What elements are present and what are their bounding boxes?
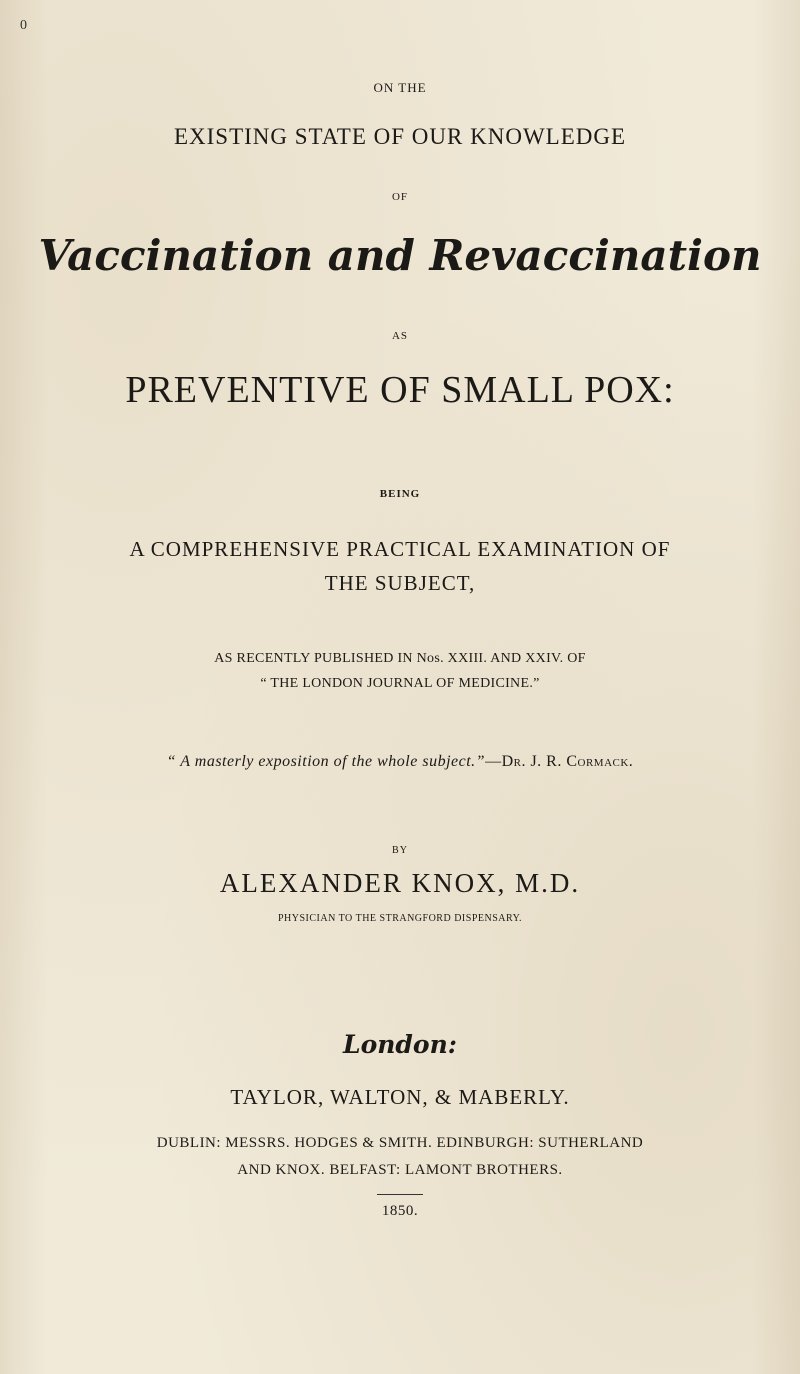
intro-line: ON THE [373, 80, 427, 95]
publisher: TAYLOR, WALTON, & MABERLY. [230, 1085, 570, 1109]
publication-line-1: AS RECENTLY PUBLISHED IN Nos. XXIII. AND XXIV. OF [214, 651, 586, 666]
quote-text: “ A masterly exposition of the whole subject.” [166, 753, 486, 770]
by-line: BY [392, 845, 408, 856]
title-line-1: EXISTING STATE OF OUR KNOWLEDGE [173, 124, 627, 149]
author-name: ALEXANDER KNOX, M.D. [219, 868, 581, 898]
place-london: London: [343, 1030, 457, 1059]
description-line-1: A COMPREHENSIVE PRACTICAL EXAMINATION OF [129, 537, 671, 561]
quote-line [0, 753, 800, 771]
distributors-line-1: DUBLIN: MESSRS. HODGES & SMITH. EDINBURGH: SUTHERLAND [156, 1135, 644, 1151]
author-role: PHYSICIAN TO THE STRANGFORD DISPENSARY. [277, 913, 523, 924]
main-title: Vaccination and Revaccination [38, 231, 762, 280]
description-line-2: THE SUBJECT, [324, 571, 476, 595]
of-line: OF [391, 191, 409, 203]
corner-mark: 0 [20, 18, 27, 33]
publication-line-2: “ THE LONDON JOURNAL OF MEDICINE.” [260, 676, 540, 691]
being-line: BEING [379, 488, 421, 500]
year: 1850. [381, 1203, 419, 1219]
quote-attribution: —Dr. J. R. Cormack. [485, 753, 634, 770]
subtitle: PREVENTIVE OF SMALL POX: [125, 369, 675, 411]
distributors-line-2: AND KNOX. BELFAST: LAMONT BROTHERS. [237, 1162, 563, 1178]
as-line: AS [391, 330, 409, 342]
separator-rule [377, 1194, 423, 1195]
